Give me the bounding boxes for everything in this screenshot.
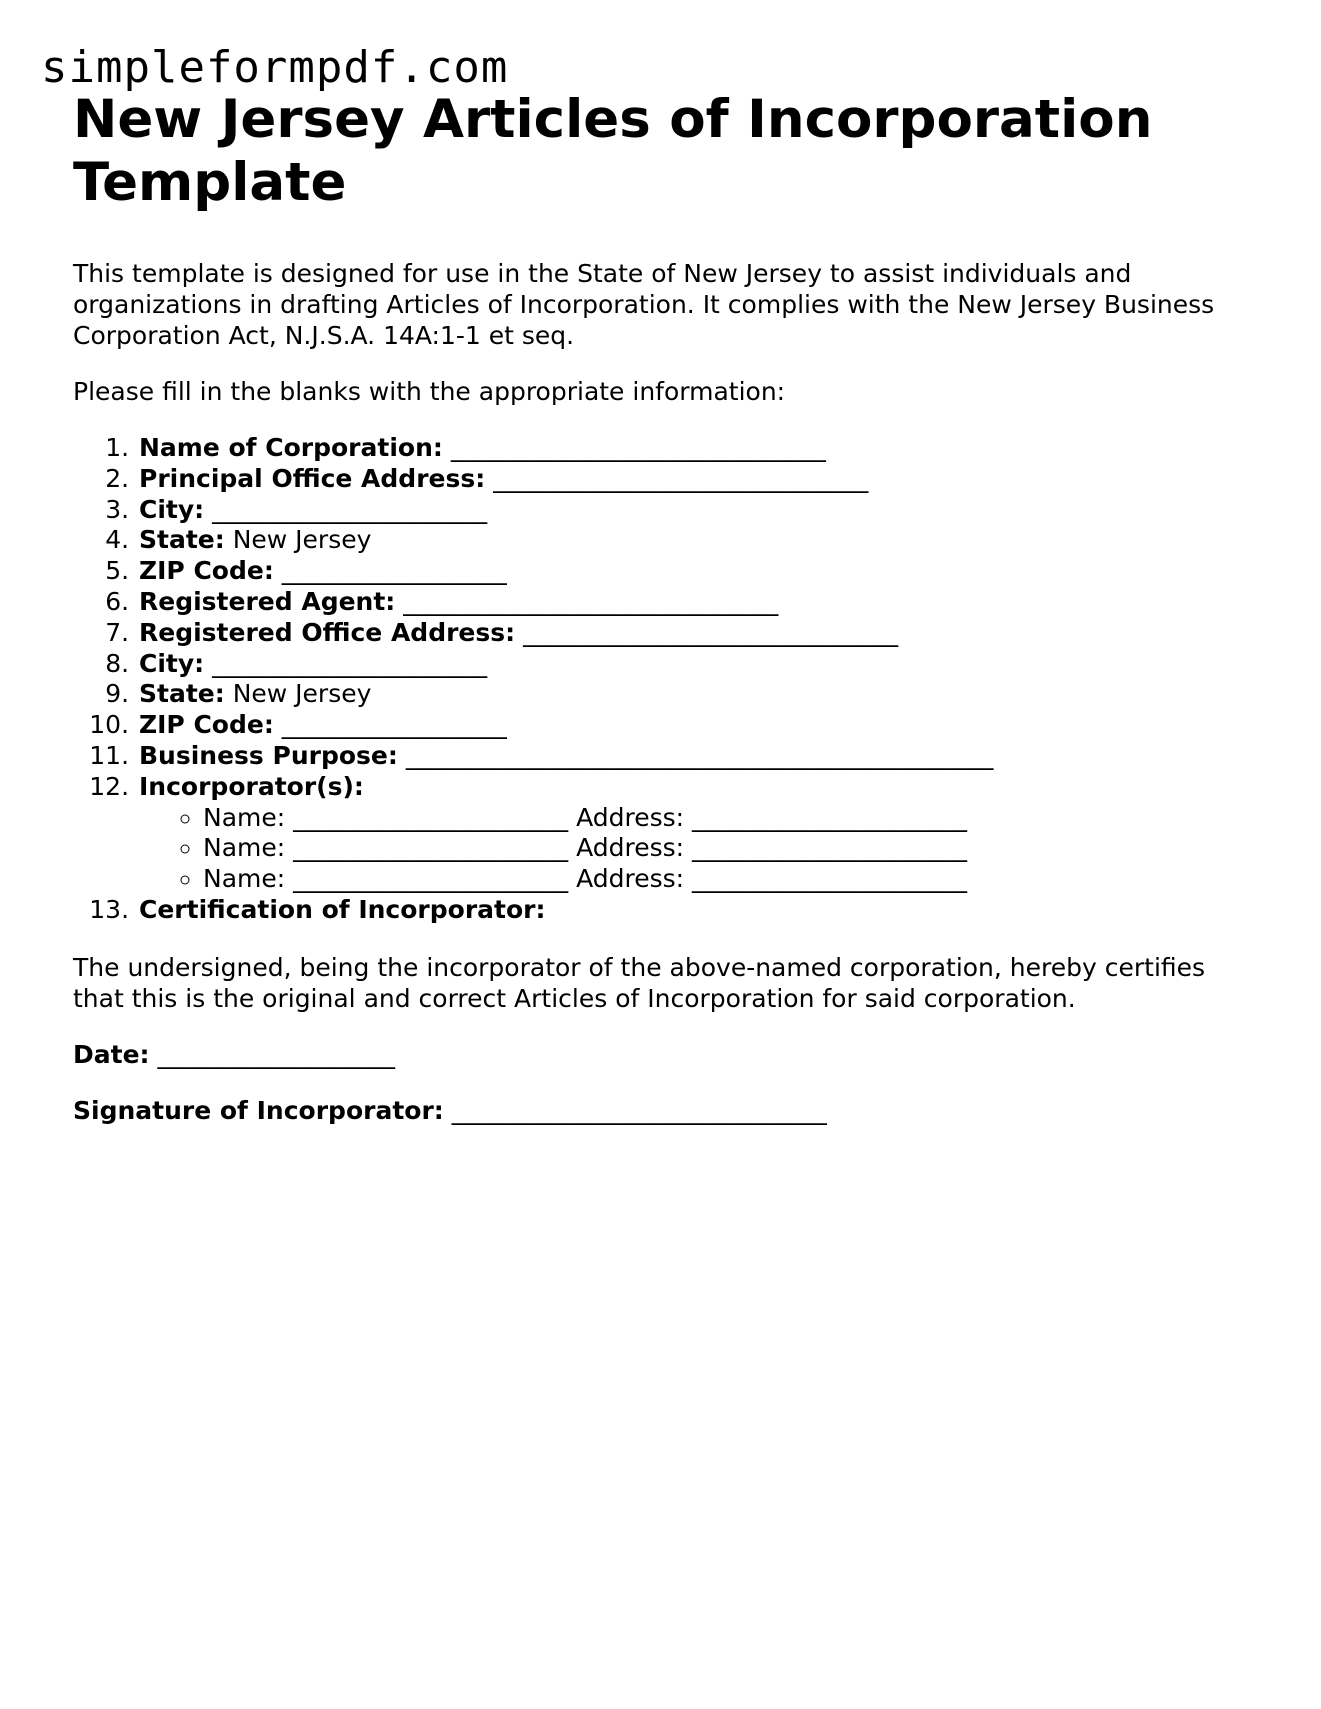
document-page — [73, 88, 1263, 1126]
field-label: ZIP Code: — [139, 556, 274, 586]
date-label: Date: — [73, 1039, 150, 1069]
field-name-of-corporation — [137, 433, 1263, 464]
incorporator-address-label: Address: — [576, 864, 685, 894]
field-label: City: — [139, 648, 205, 678]
field-label: Principal Office Address: — [139, 463, 486, 493]
field-label: Registered Agent: — [139, 586, 396, 616]
field-label: Business Purpose: — [139, 740, 398, 770]
zip-2-blank[interactable]: __________________ — [281, 710, 507, 740]
incorporator-2-name-blank[interactable]: ______________________ — [293, 833, 569, 863]
signature-blank[interactable]: ______________________________ — [451, 1095, 827, 1125]
date-blank[interactable]: ___________________ — [157, 1039, 395, 1069]
fields-list — [73, 433, 1263, 926]
incorporator-row — [203, 803, 1263, 834]
field-city-2 — [137, 649, 1263, 680]
date-line — [73, 1039, 1263, 1070]
certification-paragraph: The undersigned, being the incorporator of the above-named corporation, hereby certifies that this is the original and correct Articles of Incorporation for said corporation. — [73, 952, 1206, 1013]
field-label: City: — [139, 494, 205, 524]
state-1-value: New Jersey — [232, 525, 372, 555]
field-zip-2 — [137, 710, 1263, 741]
incorporator-address-label: Address: — [576, 833, 685, 863]
incorporator-name-label: Name: — [203, 833, 286, 863]
field-zip-1 — [137, 556, 1263, 587]
document-title: New Jersey Articles of Incorporation Template — [73, 89, 1153, 213]
name-of-corporation-blank[interactable]: ______________________________ — [450, 433, 826, 462]
field-label: Name of Corporation: — [139, 433, 443, 462]
field-principal-office-address — [137, 464, 1263, 495]
signature-line — [73, 1095, 1263, 1126]
intro-paragraph: This template is designed for use in the State of New Jersey to assist individuals and organizations in drafting Articles of Incorporation. It complies with the New Jersey Business Corporation Act, N.J.S.A. 14A:1-1 et seq. — [73, 259, 1215, 350]
registered-agent-blank[interactable]: ______________________________ — [403, 586, 779, 616]
incorporator-name-label: Name: — [203, 802, 286, 832]
incorporator-2-address-blank[interactable]: ______________________ — [692, 833, 968, 863]
incorporator-row — [203, 833, 1263, 864]
signature-label: Signature of Incorporator: — [73, 1095, 444, 1125]
business-purpose-blank[interactable]: _______________________________________________ — [405, 740, 994, 770]
incorporator-name-label: Name: — [203, 864, 286, 894]
incorporator-3-address-blank[interactable]: ______________________ — [692, 864, 968, 894]
field-city-1 — [137, 495, 1263, 526]
watermark: simpleformpdf.com — [41, 42, 509, 93]
incorporator-row — [203, 864, 1263, 895]
zip-1-blank[interactable]: __________________ — [281, 556, 507, 586]
field-business-purpose — [137, 741, 1263, 772]
registered-office-address-blank[interactable]: ______________________________ — [523, 617, 899, 647]
field-state-1 — [137, 525, 1263, 556]
incorporator-1-address-blank[interactable]: ______________________ — [692, 802, 968, 832]
principal-office-address-blank[interactable]: ______________________________ — [493, 463, 869, 493]
incorporator-1-name-blank[interactable]: ______________________ — [293, 802, 569, 832]
field-registered-office-address — [137, 618, 1263, 649]
incorporator-3-name-blank[interactable]: ______________________ — [293, 864, 569, 894]
field-state-2 — [137, 679, 1263, 710]
field-incorporators — [137, 772, 1263, 895]
field-label: Registered Office Address: — [139, 617, 516, 647]
city-1-blank[interactable]: ______________________ — [212, 494, 488, 524]
incorporator-address-label: Address: — [576, 802, 685, 832]
incorporators-list — [139, 803, 1263, 895]
field-label: State: — [139, 679, 225, 709]
state-2-value: New Jersey — [232, 679, 372, 709]
instructions-paragraph: Please fill in the blanks with the appropriate information: — [73, 377, 786, 406]
field-label: Incorporator(s): — [139, 771, 364, 801]
field-certification — [137, 895, 1263, 926]
field-registered-agent — [137, 587, 1263, 618]
city-2-blank[interactable]: ______________________ — [212, 648, 488, 678]
field-label: Certification of Incorporator: — [139, 894, 546, 924]
field-label: ZIP Code: — [139, 710, 274, 740]
field-label: State: — [139, 525, 225, 555]
